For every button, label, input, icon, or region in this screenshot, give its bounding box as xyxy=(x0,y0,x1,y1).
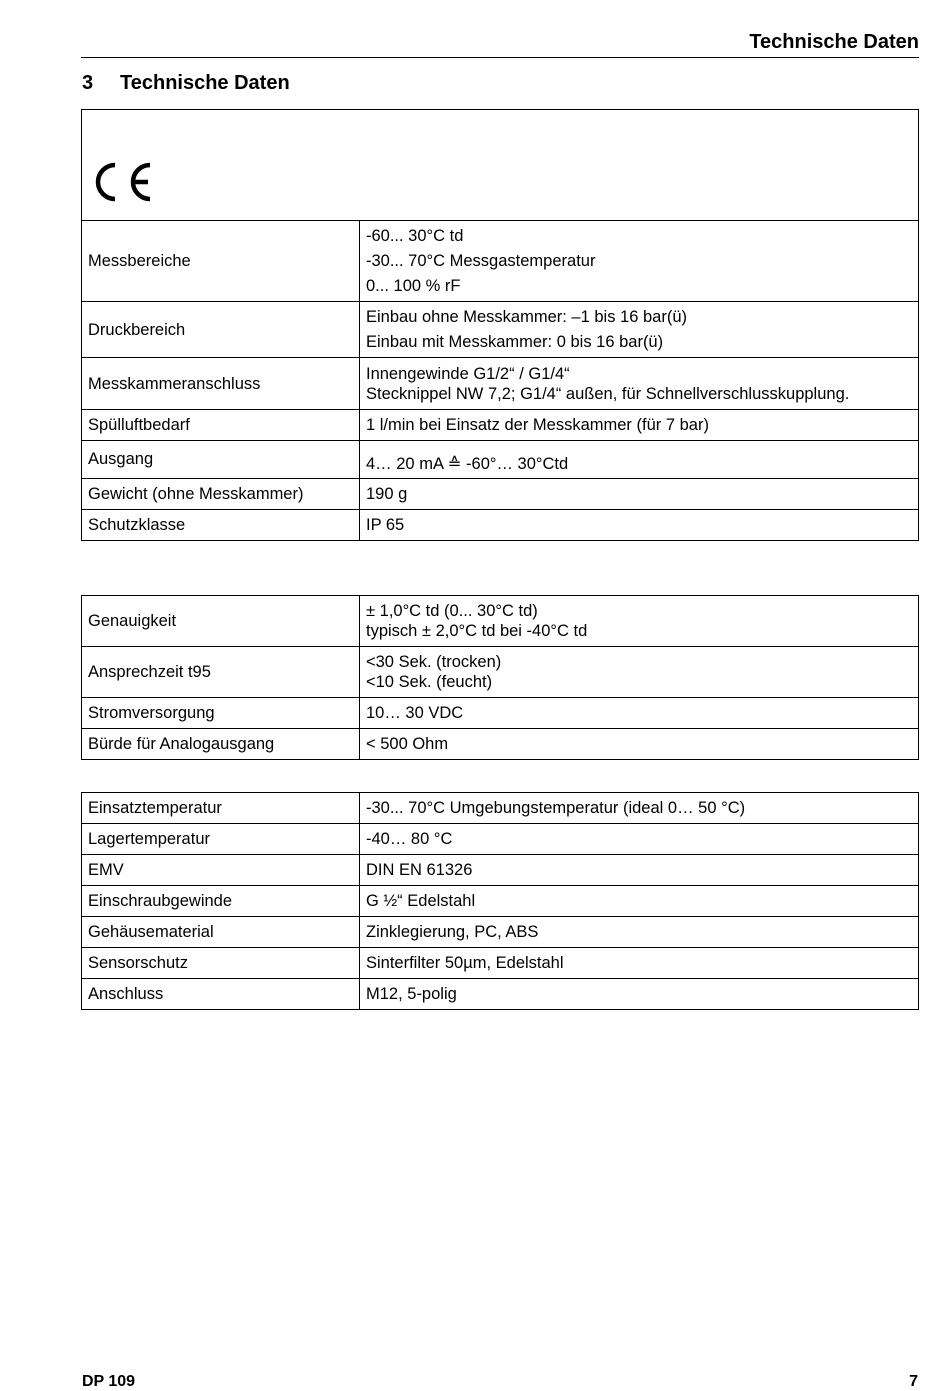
row-value: -40… 80 °C xyxy=(360,824,919,855)
table-row xyxy=(82,793,919,824)
row-value: 190 g xyxy=(360,479,919,510)
row-label: Schutzklasse xyxy=(82,510,360,541)
row-value: 10… 30 VDC xyxy=(360,698,919,729)
header-title: Technische Daten xyxy=(749,31,919,53)
row-label: Gewicht (ohne Messkammer) xyxy=(82,479,360,510)
table-row xyxy=(82,647,919,698)
row-value: -60... 30°C td -30... 70°C Messgastemperatur 0... 100 % rF xyxy=(360,221,919,302)
row-label: Lagertemperatur xyxy=(82,824,360,855)
row-label: Einsatztemperatur xyxy=(82,793,360,824)
table-row xyxy=(82,979,919,1010)
row-label: Messbereiche xyxy=(82,221,360,302)
row-label: Ansprechzeit t95 xyxy=(82,647,360,698)
section-title: Technische Daten xyxy=(120,72,290,94)
row-label: Druckbereich xyxy=(82,302,360,358)
row-value: IP 65 xyxy=(360,510,919,541)
row-label: Anschluss xyxy=(82,979,360,1010)
table-row xyxy=(82,917,919,948)
row-value: M12, 5-polig xyxy=(360,979,919,1010)
table-row xyxy=(82,302,919,358)
row-label: Sensorschutz xyxy=(82,948,360,979)
row-label: Bürde für Analogausgang xyxy=(82,729,360,760)
row-label: Spülluftbedarf xyxy=(82,410,360,441)
row-value: -30... 70°C Umgebungstemperatur (ideal 0… 50 °C) xyxy=(360,793,919,824)
table-row xyxy=(82,886,919,917)
row-value: ± 1,0°C td (0... 30°C td) typisch ± 2,0°C td bei -40°C td xyxy=(360,596,919,647)
footer-page-number: 7 xyxy=(909,1373,918,1390)
spec-table-environment xyxy=(81,792,919,1010)
row-value: Zinklegierung, PC, ABS xyxy=(360,917,919,948)
row-label: Ausgang xyxy=(82,441,360,479)
table-row xyxy=(82,221,919,302)
table-row xyxy=(82,698,919,729)
row-label: Einschraubgewinde xyxy=(82,886,360,917)
footer-document-id: DP 109 xyxy=(82,1373,136,1390)
row-value: 1 l/min bei Einsatz der Messkammer (für 7 bar) xyxy=(360,410,919,441)
row-label: Stromversorgung xyxy=(82,698,360,729)
row-label: Messkammeranschluss xyxy=(82,358,360,410)
row-label: Genauigkeit xyxy=(82,596,360,647)
section-heading xyxy=(82,72,290,95)
section-number: 3 xyxy=(82,72,94,94)
row-value: <30 Sek. (trocken) <10 Sek. (feucht) xyxy=(360,647,919,698)
row-label: EMV xyxy=(82,855,360,886)
spec-table-general xyxy=(81,109,919,541)
table-row xyxy=(82,479,919,510)
spec-table-performance xyxy=(81,595,919,760)
table-row xyxy=(82,948,919,979)
row-value: 4… 20 mA ≙ -60°… 30°Ctd xyxy=(360,441,919,479)
table-row xyxy=(82,510,919,541)
table-row xyxy=(82,729,919,760)
row-value: Sinterfilter 50µm, Edelstahl xyxy=(360,948,919,979)
row-label: Gehäusematerial xyxy=(82,917,360,948)
page-header xyxy=(81,28,919,58)
ce-cell xyxy=(82,110,919,221)
ce-mark-icon xyxy=(94,160,154,204)
table-row xyxy=(82,441,919,479)
table-row xyxy=(82,358,919,410)
row-value: G ½“ Edelstahl xyxy=(360,886,919,917)
table-row xyxy=(82,410,919,441)
table-row xyxy=(82,855,919,886)
row-value: Innengewinde G1/2“ / G1/4“ Stecknippel NW 7,2; G1/4“ außen, für Schnellverschlusskupplung. xyxy=(360,358,919,410)
row-value: < 500 Ohm xyxy=(360,729,919,760)
table-row xyxy=(82,596,919,647)
table-row xyxy=(82,824,919,855)
ce-row xyxy=(82,110,919,221)
row-value: Einbau ohne Messkammer: –1 bis 16 bar(ü) Einbau mit Messkammer: 0 bis 16 bar(ü) xyxy=(360,302,919,358)
row-value: DIN EN 61326 xyxy=(360,855,919,886)
